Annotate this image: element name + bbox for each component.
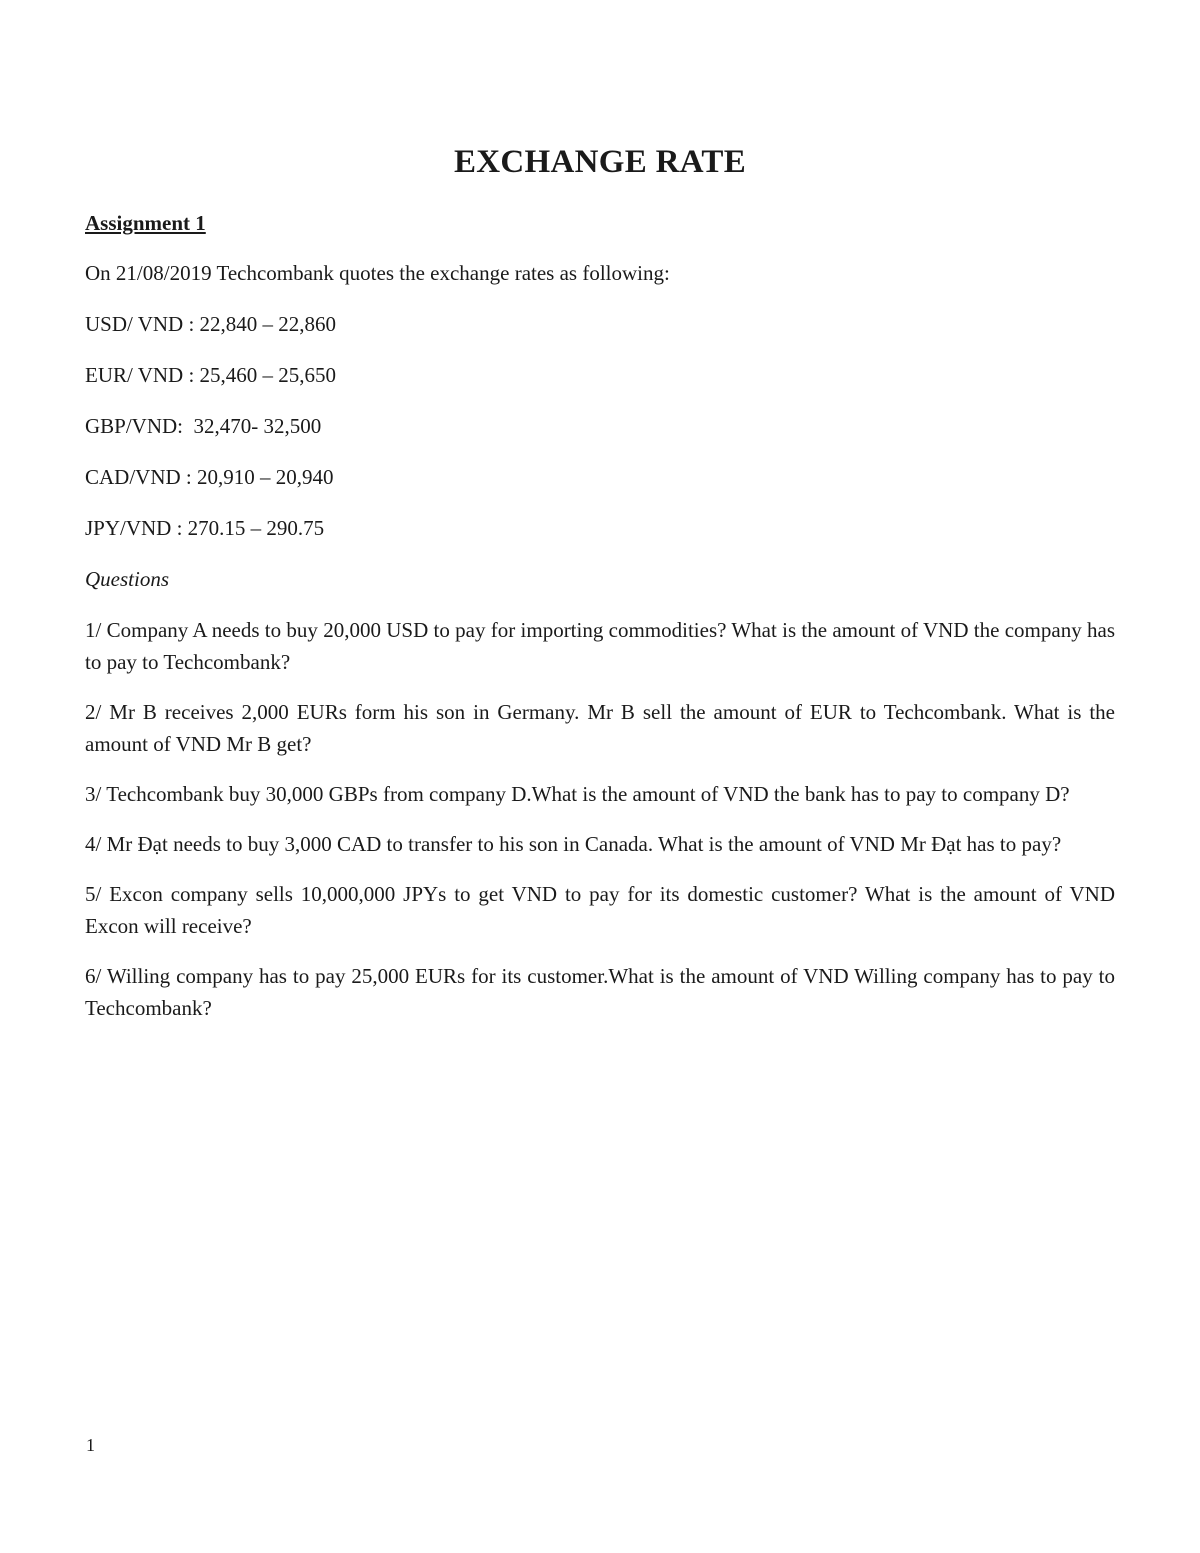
assignment-heading: Assignment 1 (85, 211, 206, 235)
rate-usd-vnd: USD/ VND : 22,840 – 22,860 (85, 312, 337, 336)
question-2: 2/ Mr B receives 2,000 EURs form his son in Germany. Mr B sell the amount of EUR to Techcombank. What is the amount of VND Mr B get? (85, 700, 1115, 756)
question-6: 6/ Willing company has to pay 25,000 EURs for its customer.What is the amount of VND Willing company has to pay to Techcombank? (85, 964, 1115, 1020)
rate-eur-vnd: EUR/ VND : 25,460 – 25,650 (85, 363, 337, 387)
question-4: 4/ Mr Đạt needs to buy 3,000 CAD to transfer to his son in Canada. What is the amount of VND Mr Đạt has to pay? (85, 832, 1062, 856)
question-1: 1/ Company A needs to buy 20,000 USD to pay for importing commodities? What is the amount of VND the company has to pay to Techcombank? (85, 618, 1115, 674)
rate-jpy-vnd: JPY/VND : 270.15 – 290.75 (85, 516, 325, 540)
questions-label: Questions (85, 567, 169, 591)
question-3: 3/ Techcombank buy 30,000 GBPs from company D.What is the amount of VND the bank has to pay to company D? (85, 782, 1070, 806)
page-number: 1 (86, 1435, 95, 1455)
document-title: EXCHANGE RATE (453, 144, 747, 180)
question-5: 5/ Excon company sells 10,000,000 JPYs to get VND to pay for its domestic customer? What is the amount of VND Excon will receive? (85, 882, 1115, 938)
document-body (85, 207, 1115, 1042)
rate-cad-vnd: CAD/VND : 20,910 – 20,940 (85, 465, 334, 489)
rate-gbp-vnd: GBP/VND: 32,470- 32,500 (85, 414, 322, 438)
intro-text: On 21/08/2019 Techcombank quotes the exchange rates as following: (85, 261, 670, 285)
